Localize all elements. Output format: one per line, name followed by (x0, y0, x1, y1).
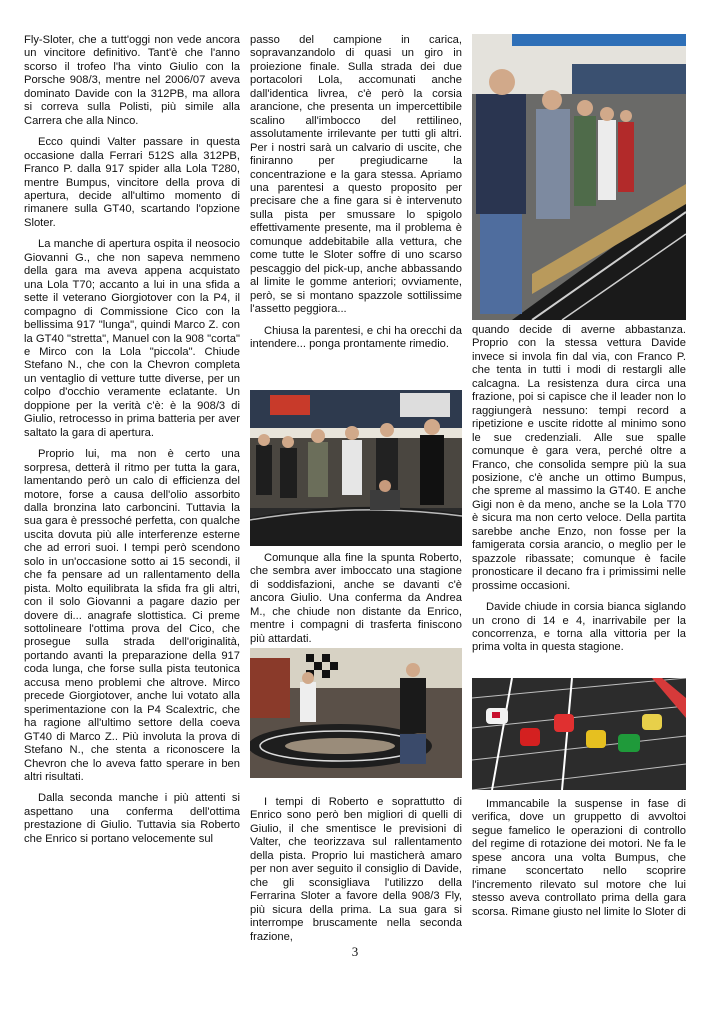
paragraph: Fly-Sloter, che a tutt'oggi non vede ancora un vincitore definitivo. Tant'è che l'anno scorso il trofeo l'ha vinto Giulio con la Porsche 908/3, mentre nel 2006/07 aveva dominato Davide con la 312PB, ma allora si correva sulla Polisti, più simile alla Carrera che alla Ninco. (24, 34, 240, 127)
text-column-2-top (250, 34, 462, 359)
photo-racers-trackside (472, 34, 686, 320)
text-column-3-bottom (472, 798, 686, 927)
paragraph: Immancabile la suspense in fase di verifica, dove un gruppetto di avvoltoi segue famelico le operazioni di controllo del regime di rotazione dei motori. Ne fa le spese ancora una volta Bumpus, che rimane sconcertato nello scoprire l'incremento rilevato sul motore che lui stesso aveva controllato prima della gara scorsa. Rimane giusto nel limite lo Sloter di (472, 798, 686, 918)
photo-track-marshal (250, 648, 462, 778)
paragraph: quando decide di averne abbastanza. Proprio con la stessa vettura Davide invece si invola fin dal via, con Franco P. che tenta in tutti i modi di restargli alle calcagna. La resistenza dura circa una frazione, poi si capisce che il leader non lo raggiungerà nessuno: tempi record a ripetizione e uscite ridotte al minimo sono le sue credenziali. Alle sue spalle comunque è gara vera, perché oltre a Franco, che consolida sempre più la sua posizione, c'è anche un ottimo Bumpus, che spreme al massimo la GT40. E anche Gigi non è da meno, anche se la Lola T70 è sicura ma non certo veloce. Della partita sarebbe anche Enzo, non fosse per la famigerata corsia arancio, o meglio per le spazzole ribassate; comunque è facile pronosticare il decano fra i primissimi nelle prossime occasioni. (472, 324, 686, 592)
paragraph: Davide chiude in corsia bianca siglando un crono di 14 e 4, inarrivabile per la concorrenza, e torna alla vittoria per la prima volta in questa stagione. (472, 601, 686, 654)
text-column-2-bottom (250, 796, 462, 952)
paragraph: Proprio lui, ma non è certo una sorpresa, detterà il ritmo per tutta la gara, lamentando però un calo di efficienza del motore, forse a causa dell'olio assorbito dalla bronzina lato carboncini. Tuttavia la sua gara è pressoché perfetta, con qualche uscita dovuta più alle interferenze esterne che ad errori suoi. I tempi però scendono solo in un'occasione sotto ai 15 secondi, il che fa pensare ad un rallentamento della pista. Molto equilibrata la sfida fra gli altri, con il solo Giovanni a pagare dazio per dovere di... anagrafe slottistica. Ci preme sottolineare l'ottima prova del Cico, che prosegue sulla strada dell'originalità, portando avanti la preparazione della 917 coda lunga, che forse sulla pista teutonica accusa meno problemi che altrove. Mirco precede Giorgiotover, anche lui votato alla sperimentazione con la P4 Scalextric, che ha ragione all'ultimo settore della coeva GT40 di Marco Z.. Più involuta la prova di Stefano N., che stenta a riconoscere la Chevron che lo aveva fatto sperare in ben altri risultati. (24, 448, 240, 784)
paragraph: Dalla seconda manche i più attenti si aspettano una conferma dell'ottima prestazione di Giulio. Tuttavia sia Roberto che Enrico si portano velocemente sul (24, 792, 240, 845)
page-number: 3 (351, 944, 359, 959)
photo-cars-grid (472, 678, 686, 790)
paragraph: passo del campione in carica, sopravanzandolo di quasi un giro in proiezione finale. Sulla strada dei due portacolori Lola, accomunati anche dall'identica livrea, c'è però la corsia arancione, che presenta un impercettibile scalino all'imbocco del rettilineo, assolutamente irrilevante per tutti gli altri. Per i nostri sarà un calvario di uscite, che finiranno per pregiudicarne la concentrazione e la gara stessa. Apriamo una parentesi a questo proposito per precisare che a fine gara si è intervenuto sulla pista per smussare lo spigolo effettivamente presente, ma il problema è comunque addebitabile alla vettura, che come tutte le Sloter soffre di uno scarso pescaggio del pick-up, anche abbassando al limite le gomme anteriori; ovviamente, però, se si montano spazzole sottilissime l'assetto peggiora... (250, 34, 462, 316)
paragraph: Comunque alla fine la spunta Roberto, che sembra aver imboccato una stagione di soddisfazioni, anche se davanti c'è ancora Giulio. Una conferma da Andrea M., che chiude non distante da Enrico, mentre i compagni di trasferta finiscono più attardati. (250, 552, 462, 645)
text-column-2-mid (250, 552, 462, 654)
text-column-3-mid (472, 324, 686, 663)
text-column-1 (24, 34, 240, 854)
photo-racers-group (250, 390, 462, 546)
paragraph: Ecco quindi Valter passare in questa occasione dalla Ferrari 512S alla 312PB, Franco P. dalla 917 spider alla Lola T280, mentre Bumpus, vincitore della prova di apertura, decide all'ultimo momento di rimanere sulla GT40, scartando l'opzione Sloter. (24, 136, 240, 229)
paragraph: La manche di apertura ospita il neosocio Giovanni G., che non sapeva nemmeno della gara ma aveva appena acquistato una Lola T70; accanto a lui in una sfida a sette il veterano Giorgiotover con la P4, il compagno di Commissione Cico con la bellissima 917 "lunga", quindi Marco Z. con la GT40 "stretta", Manuel con la 908 "corta" e Mirco con la Lola "piccola". Chiude Stefano N., che con la Chevron completa un ventaglio di vetture tutte diverse, per un colpo d'occhio veramente eclatante. Un doppione per la verità c'è: è la 908/3 di Giulio, retrocesso in prima batteria per aver saltato la gara di apertura. (24, 238, 240, 439)
paragraph: I tempi di Roberto e soprattutto di Enrico sono però ben migliori di quelli di Giulio, il che smentisce le previsioni di Valter, che teorizzava sul rallentamento della pista. Proprio lui masticherà amaro per non aver seguito il consiglio di Davide, che gli sconsigliava l'utilizzo della Ferrarina Sloter a favore della 908/3 Fly, più sicura della prima. La sua gara si interrompe bruscamente nella seconda frazione, (250, 796, 462, 943)
paragraph: Chiusa la parentesi, e chi ha orecchi da intendere... ponga prontamente rimedio. (250, 324, 462, 350)
